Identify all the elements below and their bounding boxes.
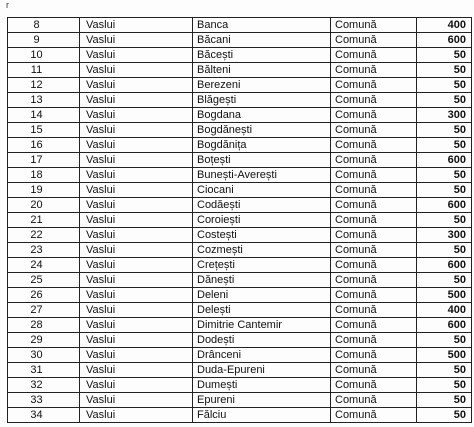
county-cell: Vaslui [80,108,193,123]
value-cell: 400 [417,303,472,318]
locality-name-cell: Cozmești [193,243,331,258]
value-cell: 400 [417,18,472,33]
locality-name-cell: Codăești [193,198,331,213]
unit-type-cell: Comună [331,273,417,288]
unit-type-cell: Comună [331,318,417,333]
unit-type-cell: Comună [331,333,417,348]
county-cell: Vaslui [80,243,193,258]
value-cell: 50 [417,183,472,198]
unit-type-cell: Comună [331,168,417,183]
table-body [8,18,472,423]
value-cell: 50 [417,123,472,138]
localities-table [7,17,472,423]
locality-name-cell: Drânceni [193,348,331,363]
county-cell: Vaslui [80,63,193,78]
locality-name-cell: Dimitrie Cantemir [193,318,331,333]
county-cell: Vaslui [80,33,193,48]
row-number-cell: 13 [8,93,80,108]
county-cell: Vaslui [80,228,193,243]
table-row [8,273,472,288]
county-cell: Vaslui [80,138,193,153]
value-cell: 50 [417,363,472,378]
county-cell: Vaslui [80,93,193,108]
row-number-cell: 33 [8,393,80,408]
value-cell: 50 [417,393,472,408]
table-row [8,318,472,333]
value-cell: 50 [417,138,472,153]
unit-type-cell: Comună [331,408,417,423]
table-row [8,378,472,393]
value-cell: 600 [417,318,472,333]
row-number-cell: 14 [8,108,80,123]
county-cell: Vaslui [80,393,193,408]
table-row [8,78,472,93]
county-cell: Vaslui [80,153,193,168]
value-cell: 50 [417,93,472,108]
row-number-cell: 22 [8,228,80,243]
locality-name-cell: Bunești-Averești [193,168,331,183]
unit-type-cell: Comună [331,393,417,408]
row-number-cell: 28 [8,318,80,333]
unit-type-cell: Comună [331,123,417,138]
unit-type-cell: Comună [331,153,417,168]
row-number-cell: 24 [8,258,80,273]
table-row [8,63,472,78]
county-cell: Vaslui [80,273,193,288]
county-cell: Vaslui [80,378,193,393]
locality-name-cell: Bogdana [193,108,331,123]
county-cell: Vaslui [80,303,193,318]
table-row [8,18,472,33]
county-cell: Vaslui [80,198,193,213]
row-number-cell: 17 [8,153,80,168]
table-row [8,48,472,63]
table-row [8,153,472,168]
row-number-cell: 20 [8,198,80,213]
county-cell: Vaslui [80,258,193,273]
locality-name-cell: Dănești [193,273,331,288]
value-cell: 50 [417,378,472,393]
row-number-cell: 10 [8,48,80,63]
value-cell: 50 [417,48,472,63]
value-cell: 50 [417,63,472,78]
value-cell: 50 [417,78,472,93]
table-row [8,408,472,423]
row-number-cell: 23 [8,243,80,258]
table-row [8,228,472,243]
locality-name-cell: Dodești [193,333,331,348]
table-row [8,93,472,108]
row-number-cell: 8 [8,18,80,33]
locality-name-cell: Epureni [193,393,331,408]
unit-type-cell: Comună [331,198,417,213]
unit-type-cell: Comună [331,78,417,93]
row-number-cell: 34 [8,408,80,423]
value-cell: 600 [417,258,472,273]
row-number-cell: 9 [8,33,80,48]
table-row [8,168,472,183]
county-cell: Vaslui [80,408,193,423]
unit-type-cell: Comună [331,108,417,123]
value-cell: 50 [417,333,472,348]
unit-type-cell: Comună [331,63,417,78]
county-cell: Vaslui [80,18,193,33]
table-row [8,258,472,273]
table-row [8,33,472,48]
locality-name-cell: Coroiești [193,213,331,228]
county-cell: Vaslui [80,363,193,378]
unit-type-cell: Comună [331,258,417,273]
locality-name-cell: Costești [193,228,331,243]
table-row [8,393,472,408]
unit-type-cell: Comună [331,303,417,318]
locality-name-cell: Banca [193,18,331,33]
locality-name-cell: Duda-Epureni [193,363,331,378]
locality-name-cell: Ciocani [193,183,331,198]
county-cell: Vaslui [80,48,193,63]
unit-type-cell: Comună [331,348,417,363]
locality-name-cell: Bălteni [193,63,331,78]
value-cell: 50 [417,168,472,183]
unit-type-cell: Comună [331,138,417,153]
locality-name-cell: Blăgești [193,93,331,108]
unit-type-cell: Comună [331,243,417,258]
county-cell: Vaslui [80,348,193,363]
unit-type-cell: Comună [331,363,417,378]
table-row [8,363,472,378]
unit-type-cell: Comună [331,33,417,48]
county-cell: Vaslui [80,288,193,303]
county-cell: Vaslui [80,333,193,348]
unit-type-cell: Comună [331,288,417,303]
county-cell: Vaslui [80,168,193,183]
locality-name-cell: Băcani [193,33,331,48]
value-cell: 50 [417,273,472,288]
locality-name-cell: Băcești [193,48,331,63]
table-row [8,288,472,303]
unit-type-cell: Comună [331,48,417,63]
value-cell: 50 [417,408,472,423]
value-cell: 500 [417,348,472,363]
value-cell: 600 [417,198,472,213]
locality-name-cell: Delești [193,303,331,318]
unit-type-cell: Comună [331,18,417,33]
locality-name-cell: Berezeni [193,78,331,93]
table-row [8,348,472,363]
row-number-cell: 12 [8,78,80,93]
row-number-cell: 27 [8,303,80,318]
row-number-cell: 19 [8,183,80,198]
table-row [8,303,472,318]
value-cell: 500 [417,288,472,303]
page-top-mark: r [6,0,9,10]
table-row [8,123,472,138]
table-row [8,333,472,348]
table-row [8,198,472,213]
value-cell: 600 [417,33,472,48]
unit-type-cell: Comună [331,378,417,393]
row-number-cell: 25 [8,273,80,288]
unit-type-cell: Comună [331,213,417,228]
value-cell: 300 [417,108,472,123]
value-cell: 300 [417,228,472,243]
row-number-cell: 15 [8,123,80,138]
county-cell: Vaslui [80,123,193,138]
table-row [8,183,472,198]
county-cell: Vaslui [80,318,193,333]
locality-name-cell: Fălciu [193,408,331,423]
table-row [8,213,472,228]
row-number-cell: 26 [8,288,80,303]
value-cell: 50 [417,243,472,258]
value-cell: 600 [417,153,472,168]
row-number-cell: 32 [8,378,80,393]
row-number-cell: 30 [8,348,80,363]
unit-type-cell: Comună [331,183,417,198]
row-number-cell: 29 [8,333,80,348]
locality-name-cell: Dumești [193,378,331,393]
county-cell: Vaslui [80,213,193,228]
county-cell: Vaslui [80,183,193,198]
unit-type-cell: Comună [331,228,417,243]
locality-name-cell: Bogdănești [193,123,331,138]
row-number-cell: 18 [8,168,80,183]
row-number-cell: 31 [8,363,80,378]
locality-name-cell: Deleni [193,288,331,303]
row-number-cell: 11 [8,63,80,78]
value-cell: 50 [417,213,472,228]
table-row [8,243,472,258]
table-row [8,108,472,123]
row-number-cell: 21 [8,213,80,228]
table-row [8,138,472,153]
row-number-cell: 16 [8,138,80,153]
county-cell: Vaslui [80,78,193,93]
locality-name-cell: Crețești [193,258,331,273]
unit-type-cell: Comună [331,93,417,108]
locality-name-cell: Bogdănița [193,138,331,153]
locality-name-cell: Boțești [193,153,331,168]
